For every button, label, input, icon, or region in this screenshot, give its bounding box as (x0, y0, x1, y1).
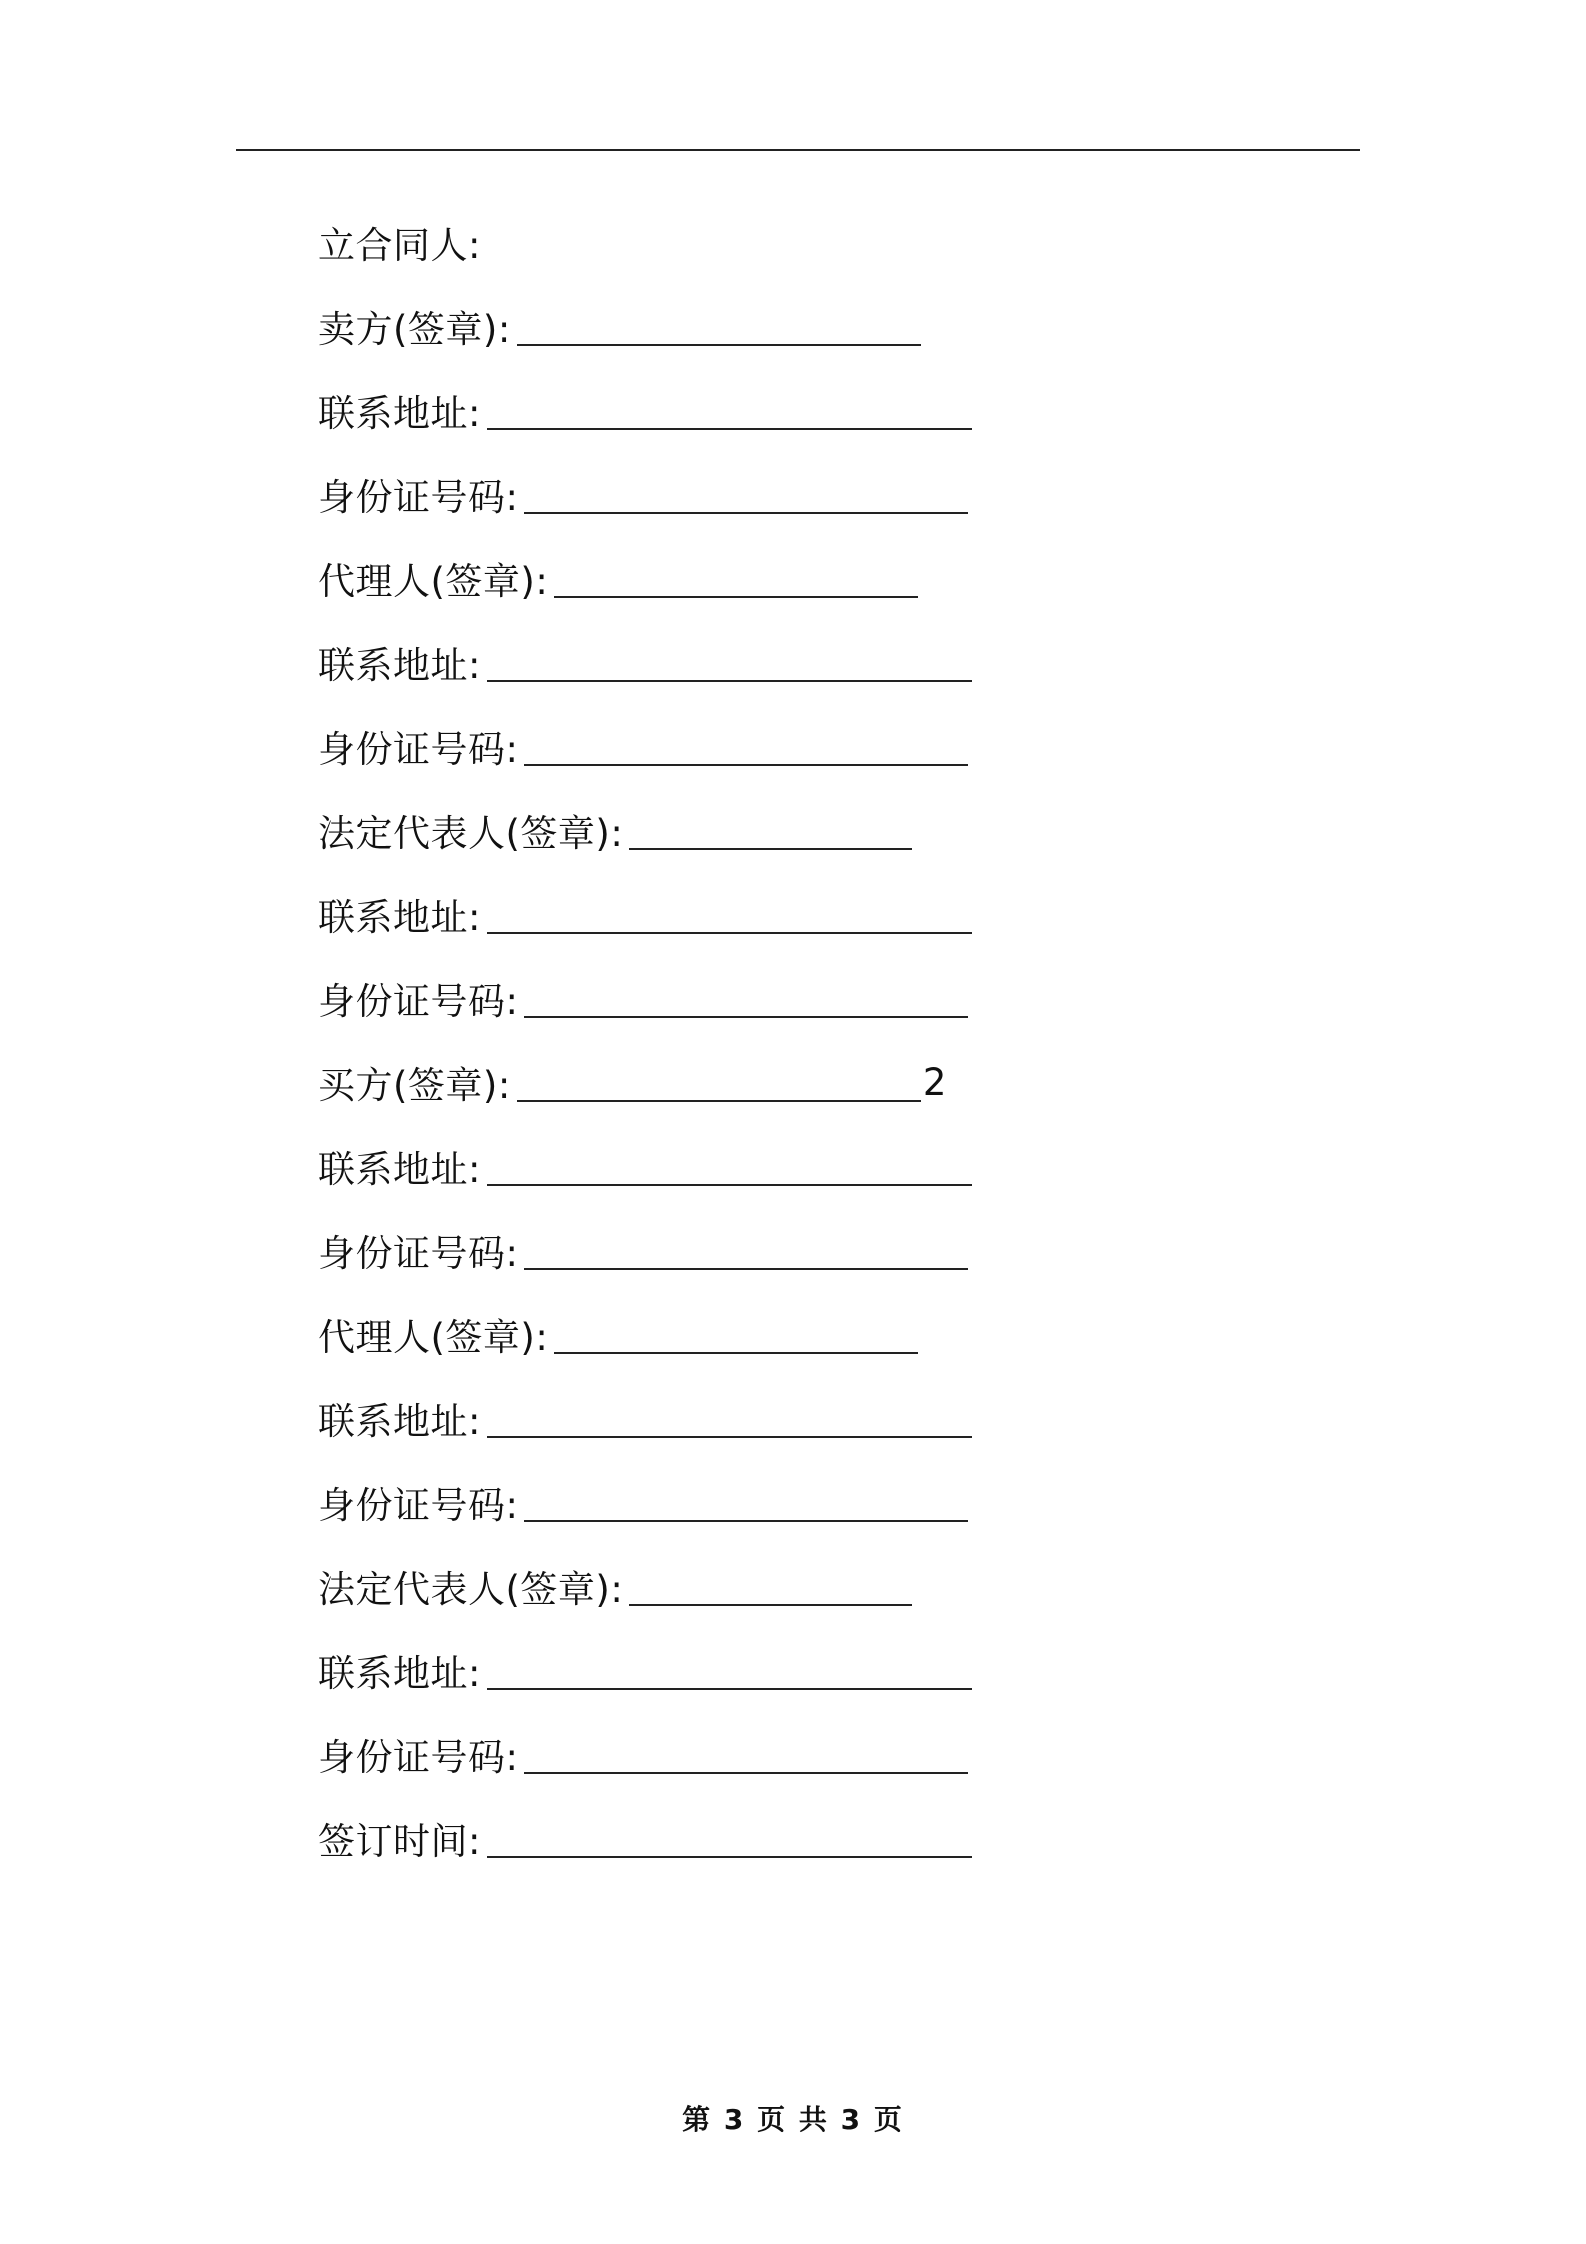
field-label: 卖方(签章): (318, 308, 511, 351)
signature-line (318, 1376, 1318, 1460)
signature-line (318, 620, 1318, 704)
signature-line (318, 1040, 1318, 1124)
field-label: 法定代表人(签章): (318, 812, 624, 855)
fill-in-blank[interactable] (487, 1406, 972, 1438)
signature-line (318, 368, 1318, 452)
signature-block (318, 200, 1318, 1880)
signature-line (318, 1712, 1318, 1796)
signature-line (318, 788, 1318, 872)
parties-heading-text: 立合同人: (318, 224, 481, 267)
field-label: 联系地址: (318, 392, 481, 435)
field-label: 身份证号码: (318, 980, 519, 1023)
field-label: 买方(签章): (318, 1064, 511, 1107)
signature-line (318, 1124, 1318, 1208)
signature-line (318, 1208, 1318, 1292)
fill-in-blank[interactable] (554, 1322, 918, 1354)
signature-line (318, 1628, 1318, 1712)
fill-in-blank[interactable] (629, 818, 912, 850)
fill-in-blank[interactable] (487, 1826, 972, 1858)
fill-in-blank[interactable] (487, 1658, 972, 1690)
signature-line (318, 1796, 1318, 1880)
field-label: 联系地址: (318, 1652, 481, 1695)
signature-line (318, 452, 1318, 536)
fill-in-blank[interactable] (524, 1238, 968, 1270)
field-label: 身份证号码: (318, 1484, 519, 1527)
field-label: 联系地址: (318, 644, 481, 687)
signature-line (318, 704, 1318, 788)
fill-in-blank[interactable] (487, 902, 972, 934)
signature-line (318, 872, 1318, 956)
field-label: 身份证号码: (318, 728, 519, 771)
signature-line (318, 1460, 1318, 1544)
field-label: 联系地址: (318, 896, 481, 939)
field-label: 签订时间: (318, 1820, 481, 1863)
trailing-mark: 2 (922, 1060, 947, 1104)
fill-in-blank[interactable] (554, 566, 918, 598)
signature-line (318, 536, 1318, 620)
fill-in-blank[interactable] (517, 1070, 921, 1102)
header-rule (236, 149, 1360, 151)
field-label: 代理人(签章): (318, 560, 549, 603)
field-label: 身份证号码: (318, 476, 519, 519)
fill-in-blank[interactable] (524, 1742, 968, 1774)
field-label: 身份证号码: (318, 1736, 519, 1779)
field-label: 联系地址: (318, 1400, 481, 1443)
fill-in-blank[interactable] (487, 398, 972, 430)
signature-line (318, 284, 1318, 368)
field-label: 代理人(签章): (318, 1316, 549, 1359)
fill-in-blank[interactable] (629, 1574, 912, 1606)
page-number: 第 3 页 共 3 页 (682, 2103, 904, 2136)
signature-line (318, 1292, 1318, 1376)
fill-in-blank[interactable] (524, 482, 968, 514)
parties-heading (318, 200, 1318, 284)
signature-lines (318, 284, 1318, 1880)
field-label: 身份证号码: (318, 1232, 519, 1275)
fill-in-blank[interactable] (524, 1490, 968, 1522)
fill-in-blank[interactable] (524, 986, 968, 1018)
signature-line (318, 1544, 1318, 1628)
fill-in-blank[interactable] (487, 650, 972, 682)
fill-in-blank[interactable] (524, 734, 968, 766)
signature-line (318, 956, 1318, 1040)
fill-in-blank[interactable] (517, 314, 921, 346)
fill-in-blank[interactable] (487, 1154, 972, 1186)
field-label: 法定代表人(签章): (318, 1568, 624, 1611)
field-label: 联系地址: (318, 1148, 481, 1191)
